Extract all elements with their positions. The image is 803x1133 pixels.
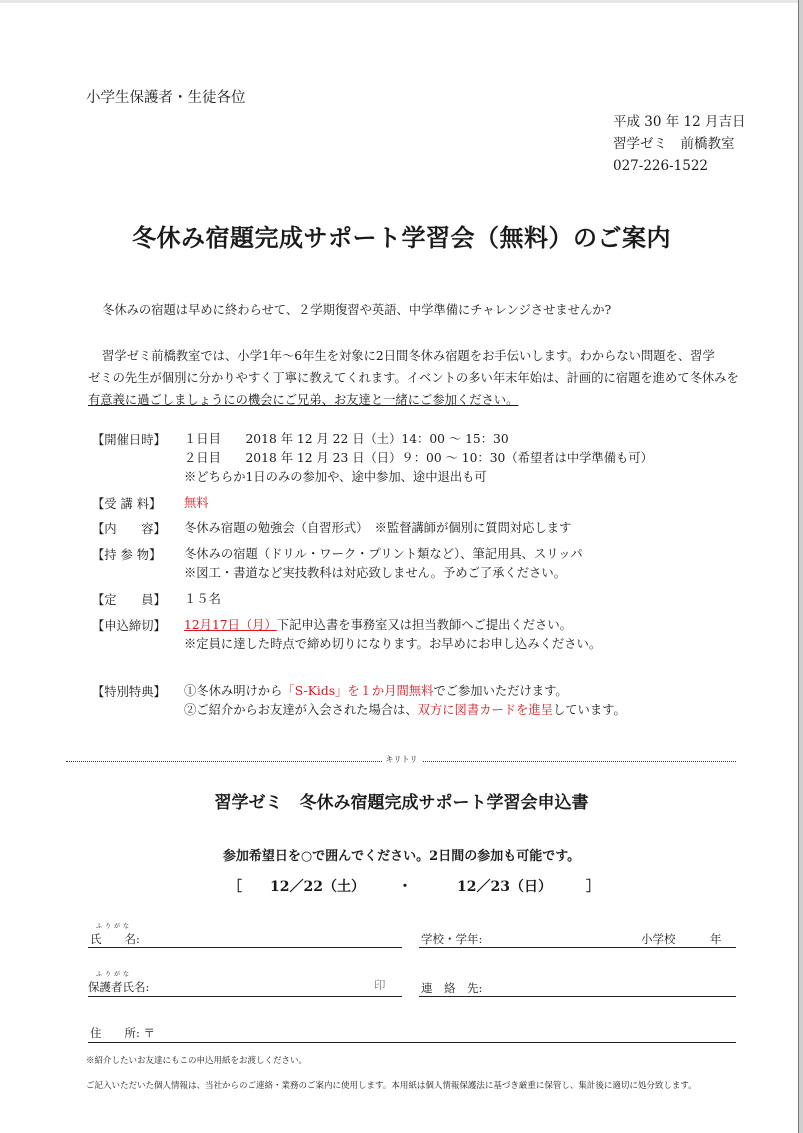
content-value: 冬休み宿題の勉強会（自習形式） ※監督講師が個別に質問対応します — [184, 521, 572, 535]
bracket-open: ［ — [228, 879, 242, 895]
intro-line-3: 有意義に過ごしましょうにの機会にご兄弟、お友達と一緒にご参加ください。 — [88, 393, 519, 407]
bracket-close: ］ — [586, 879, 600, 895]
schedule-day1: １日目 2018 年 12 月 22 日（土）14：00 ～ 15：30 — [184, 432, 509, 446]
schedule-day2: ２日目 2018 年 12 月 23 日（日）９：00 ～ 10：30（希望者は中学準備も可） — [184, 451, 653, 465]
contact-label: 連 絡 先: — [421, 981, 483, 995]
date-option-2[interactable]: 12／23（日） — [457, 879, 552, 895]
bonus-values — [184, 682, 626, 720]
content-label: 【内 容】 — [92, 522, 166, 536]
school-label: 学校・学年: — [421, 932, 483, 946]
school-suffix: 小学校 年 — [641, 932, 722, 946]
deadline-text: 下記申込書を事務室又は担当教師へご提出ください。 — [276, 618, 572, 632]
name-field[interactable] — [88, 947, 402, 948]
form-title: 習学ゼミ 冬休み宿題完成サポート学習会申込書 — [214, 793, 589, 813]
sender-date: 平成 30 年 12 月吉日 — [613, 114, 746, 130]
school-field[interactable] — [419, 947, 736, 948]
capacity-label: 【定 員】 — [92, 593, 166, 607]
contact-field[interactable] — [419, 996, 736, 997]
cut-label-text: キリトリ — [382, 755, 422, 764]
bonus-2 — [184, 701, 626, 720]
schedule-note: ※どちらか1日のみの参加や、途中参加、途中退出も可 — [184, 470, 487, 484]
footnote-2: ご記入いただいた個人情報は、当社からのご連絡・業務のご案内に使用します。本用紙は個人情報保護法に基づき厳重に保管し、集計後に適切に処分致します。 — [86, 1081, 697, 1091]
seal-mark: 印 — [374, 978, 386, 992]
bring-label: 【持 参 物】 — [92, 548, 162, 562]
intro-line-2: ゼミの先生が個別に分かりやすく丁寧に教えてくれます。イベントの多い年末年始は、計画的に宿題を進めて冬休みを — [88, 371, 739, 385]
capacity-value: １５名 — [184, 592, 221, 606]
guardian-label: 保護者氏名: — [88, 980, 150, 994]
intro-paragraph-1: 冬休みの宿題は早めに終わらせて、２学期復習や英語、中学準備にチャレンジさせませんか? — [102, 303, 612, 317]
bonus-1-highlight: 「S-Kids」を１か月間無料 — [282, 684, 434, 698]
name-furigana: ふりがな — [96, 923, 133, 930]
bonus-2-pre: ②ご紹介からお友達が入会された場合は、 — [184, 703, 418, 717]
guardian-furigana: ふりがな — [96, 971, 133, 978]
fee-value: 無料 — [184, 496, 209, 510]
footnote-1: ※紹介したいお友達にもこの申込用紙をお渡しください。 — [86, 1056, 308, 1066]
address-field[interactable] — [88, 1042, 736, 1043]
schedule-values — [184, 430, 653, 487]
intro-paragraph-2 — [88, 345, 748, 411]
bring-items: 冬休みの宿題（ドリル・ワーク・プリント類など）、筆記用具、スリッパ — [184, 547, 583, 561]
page-right-border — [798, 0, 799, 1133]
bonus-label: 【特別特典】 — [92, 685, 166, 699]
deadline-values — [184, 616, 601, 654]
intro-line-1: 習学ゼミ前橋教室では、小学1年～6年生を対象に2日間冬休み宿題をお手伝いします。わからない問題を、習学 — [102, 349, 715, 363]
document-title: 冬休み宿題完成サポート学習会（無料）のご案内 — [132, 223, 671, 252]
deadline-note: ※定員に達した時点で締め切りになります。お早めにお申し込みください。 — [184, 637, 602, 651]
name-label: 氏 名: — [90, 932, 140, 946]
bring-note: ※図工・書道など実技教科は対応致しません。予めご了承ください。 — [184, 566, 566, 580]
cut-label — [0, 754, 803, 765]
deadline-line — [184, 616, 601, 635]
bonus-1 — [184, 682, 626, 701]
bring-values — [184, 545, 583, 583]
schedule-label: 【開催日時】 — [92, 433, 166, 447]
bonus-1-pre: ①冬休み明けから — [184, 684, 283, 698]
sender-block — [613, 111, 746, 177]
deadline-label: 【申込締切】 — [92, 619, 166, 633]
sender-phone: 027-226-1522 — [613, 158, 709, 174]
sender-school: 習学ゼミ 前橋教室 — [613, 136, 735, 152]
date-separator: ・ — [398, 879, 412, 895]
guardian-field[interactable] — [88, 996, 402, 997]
form-instruction: 参加希望日を○で囲んでください。2日間の参加も可能です。 — [222, 849, 581, 864]
addressee: 小学生保護者・生徒各位 — [86, 90, 246, 106]
bonus-1-post: でご参加いただけます。 — [433, 684, 568, 698]
fee-label: 【受 講 料】 — [92, 497, 162, 511]
bonus-2-post: しています。 — [552, 703, 626, 717]
deadline-date: 12月17日（月） — [184, 618, 277, 632]
address-label: 住 所: 〒 — [90, 1026, 156, 1040]
date-option-1[interactable]: 12／22（土） — [270, 879, 365, 895]
page-top-edge — [0, 0, 803, 3]
bonus-2-highlight: 双方に図書カードを進呈 — [417, 703, 553, 717]
